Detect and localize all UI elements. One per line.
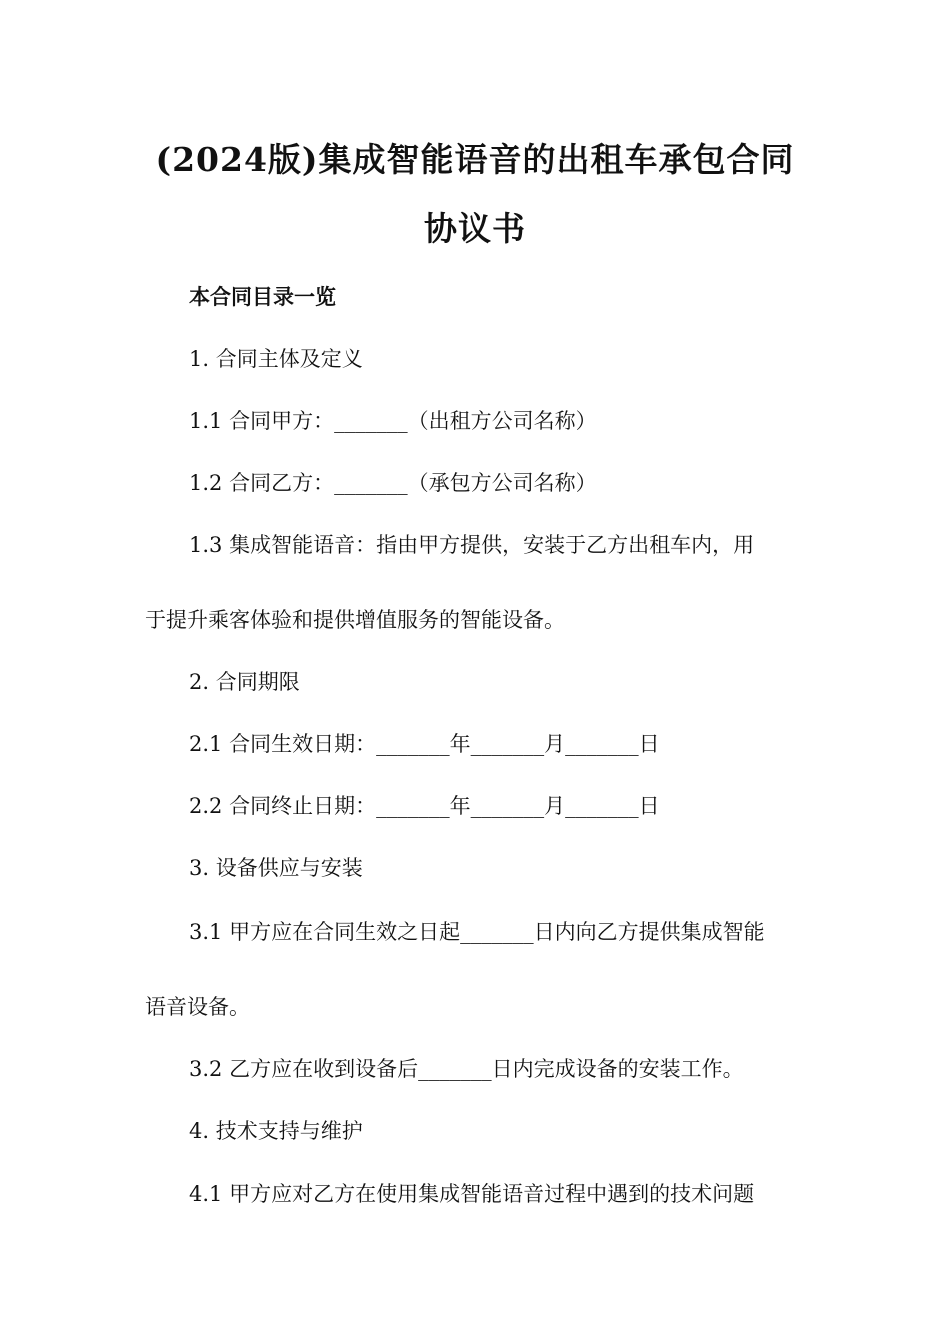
clause-3-1-continued: 语音设备。 <box>145 995 250 1019</box>
toc-heading: 本合同目录一览 <box>189 284 336 309</box>
section-4-heading: 4. 技术支持与维护 <box>189 1119 363 1143</box>
clause-2-1: 2.1 合同生效日期：_______年_______月_______日 <box>189 732 660 756</box>
section-2-heading: 2. 合同期限 <box>189 670 300 694</box>
clause-4-1: 4.1 甲方应对乙方在使用集成智能语音过程中遇到的技术问题 <box>189 1182 755 1206</box>
clause-2-2: 2.2 合同终止日期：_______年_______月_______日 <box>189 794 660 818</box>
document-title-line-1: (2024版)集成智能语音的出租车承包合同 <box>155 140 795 179</box>
clause-3-2: 3.2 乙方应在收到设备后_______日内完成设备的安装工作。 <box>189 1057 744 1081</box>
document-title-line-2: 协议书 <box>424 209 526 248</box>
section-1-heading: 1. 合同主体及定义 <box>189 347 363 371</box>
clause-1-1: 1.1 合同甲方：_______（出租方公司名称） <box>189 409 597 433</box>
clause-1-2: 1.2 合同乙方：_______（承包方公司名称） <box>189 471 597 495</box>
clause-1-3-continued: 于提升乘客体验和提供增值服务的智能设备。 <box>145 608 565 632</box>
section-3-heading: 3. 设备供应与安装 <box>189 856 363 880</box>
clause-1-3: 1.3 集成智能语音：指由甲方提供，安装于乙方出租车内，用 <box>189 533 755 557</box>
clause-3-1: 3.1 甲方应在合同生效之日起_______日内向乙方提供集成智能 <box>189 920 765 944</box>
